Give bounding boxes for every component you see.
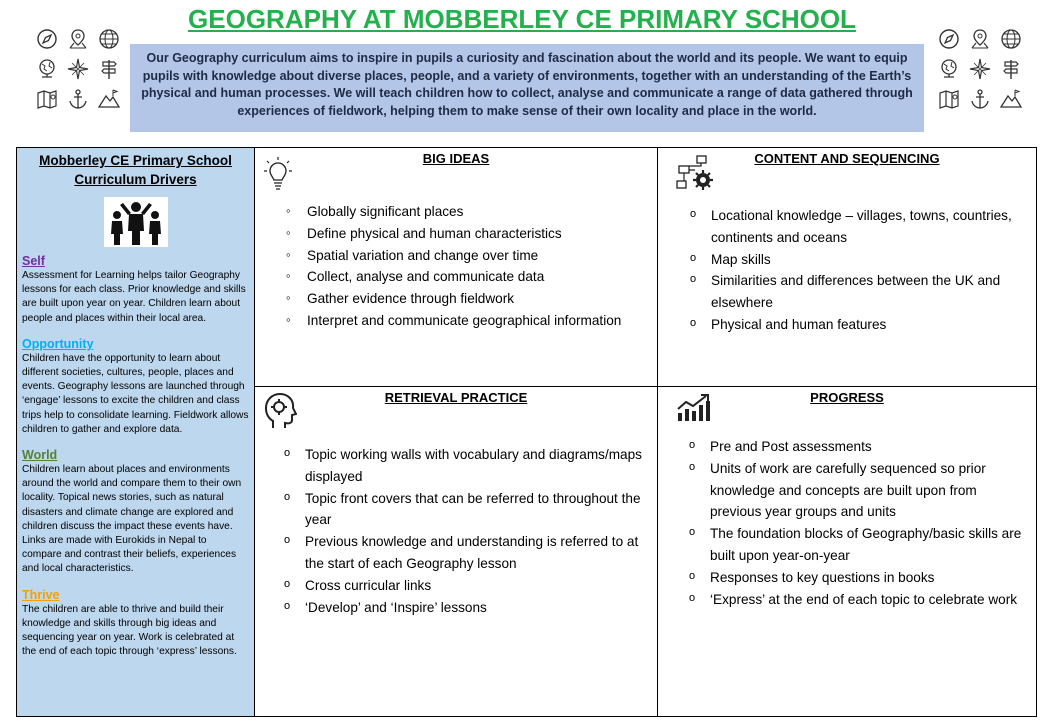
list-item: ◦ Interpret and communicate geographical information [281, 310, 651, 332]
list-item: o Units of work are carefully sequenced so prior knowledge and concepts are built upon from previous year groups and units [684, 458, 1029, 523]
drivers-list [22, 253, 249, 659]
retrieval-practice-list [279, 444, 651, 618]
compass-rose-icon [67, 58, 89, 80]
list-item: ◦ Gather evidence through fieldwork [281, 288, 651, 310]
list-item: o The foundation blocks of Geography/basic skills are built upon year-on-year [684, 523, 1029, 567]
compass-icon [36, 28, 58, 50]
list-item: ◦ Define physical and human characteristics [281, 223, 651, 245]
list-item: o ‘Develop’ and ‘Inspire’ lessons [279, 597, 651, 619]
mountain-icon [1000, 88, 1022, 110]
icon-cluster-left [36, 28, 120, 110]
content-sequencing-heading: CONTENT AND SEQUENCING [754, 151, 940, 166]
list-item: o Locational knowledge – villages, towns, countries, continents and oceans [685, 205, 1025, 249]
globe-icon [1000, 28, 1022, 50]
progress-list [684, 436, 1029, 610]
curriculum-drivers-panel [17, 148, 255, 716]
head-brain-icon [263, 392, 297, 430]
list-item: o Similarities and differences between the UK and elsewhere [685, 270, 1025, 314]
world-pin-icon [938, 58, 960, 80]
driver-world [22, 447, 249, 577]
content-sequencing-list [685, 205, 1025, 336]
people-group-icon [104, 197, 168, 247]
driver-self [22, 253, 249, 326]
driver-name: Thrive [22, 587, 60, 602]
map-icon [938, 88, 960, 110]
driver-thrive [22, 587, 249, 660]
icon-cluster-right [938, 28, 1022, 110]
driver-description: The children are able to thrive and build their knowledge and skills through big ideas and sequencing year on year. Work is celebrated at the end of each topic through ‘express’ lessons. [22, 603, 237, 658]
compass-icon [938, 28, 960, 50]
driver-description: Children learn about places and environments around the world and compare them to their own locality. Topical news stories, such as natural disasters and climate change are explored and children discuss the impact these events have. Links are made with Eurokids in Nepal to compare and contrast their beliefs, experiences and local characteristics. [22, 464, 242, 575]
compass-rose-icon [969, 58, 991, 80]
curriculum-grid [16, 147, 1037, 717]
world-pin-icon [36, 58, 58, 80]
list-item: ◦ Spatial variation and change over time [281, 245, 651, 267]
anchor-icon [67, 88, 89, 110]
map-pin-icon [969, 28, 991, 50]
driver-name: Self [22, 254, 45, 268]
map-pin-icon [67, 28, 89, 50]
signpost-icon [98, 58, 120, 80]
globe-icon [98, 28, 120, 50]
progress-panel [658, 387, 1036, 716]
driver-opportunity [22, 336, 249, 437]
big-ideas-heading: BIG IDEAS [422, 151, 490, 166]
driver-description: Assessment for Learning helps tailor Geography lessons for each class. Prior knowledge and skills are built upon year on year. Children learn about people and places within their local area. [22, 270, 246, 324]
page-title: GEOGRAPHY AT MOBBERLEY CE PRIMARY SCHOOL [188, 4, 856, 34]
growth-chart-icon [676, 393, 712, 423]
list-item: o Topic working walls with vocabulary and diagrams/maps displayed [279, 444, 651, 488]
list-item: ◦ Globally significant places [281, 201, 651, 223]
list-item: o Previous knowledge and understanding is referred to at the start of each Geography lesson [279, 531, 651, 575]
driver-name: Opportunity [22, 336, 94, 351]
content-sequencing-panel [658, 148, 1036, 387]
list-item: o Responses to key questions in books [684, 567, 1029, 589]
flowchart-gear-icon [675, 154, 717, 192]
lightbulb-icon [263, 156, 293, 192]
intro-text: Our Geography curriculum aims to inspire in pupils a curiosity and fascination about the world and its people. We want to equip pupils with knowledge about diverse places, people, and a variety of environments, together with an understanding of the Earth’s physical and human processes. We will teach children how to collect, analyse and communicate a range of data gathered through experiences of fieldwork, helping them to make sense of their own locality and place in the world. [130, 44, 924, 132]
drivers-heading: Mobberley CE Primary School Curriculum Drivers [39, 153, 232, 187]
list-item: o Cross curricular links [279, 575, 651, 597]
list-item: o Physical and human features [685, 314, 1025, 336]
big-ideas-list [281, 201, 651, 332]
map-icon [36, 88, 58, 110]
signpost-icon [1000, 58, 1022, 80]
progress-heading: PROGRESS [810, 390, 884, 405]
list-item: o Pre and Post assessments [684, 436, 1029, 458]
list-item: ◦ Collect, analyse and communicate data [281, 266, 651, 288]
driver-description: Children have the opportunity to learn about different societies, cultures, people, places and events. Geography lessons are launched through ‘engage’ lessons to excite the children and class trips help to consolidate learning. Fieldwork allows children to gather and explore data. [22, 352, 249, 435]
list-item: o Map skills [685, 249, 1025, 271]
anchor-icon [969, 88, 991, 110]
list-item: o Topic front covers that can be referred to throughout the year [279, 488, 651, 532]
mountain-icon [98, 88, 120, 110]
big-ideas-panel [255, 148, 658, 387]
retrieval-practice-panel [255, 387, 658, 716]
list-item: o ‘Express’ at the end of each topic to celebrate work [684, 589, 1029, 611]
retrieval-practice-heading: RETRIEVAL PRACTICE [384, 390, 528, 405]
driver-name: World [22, 448, 58, 463]
